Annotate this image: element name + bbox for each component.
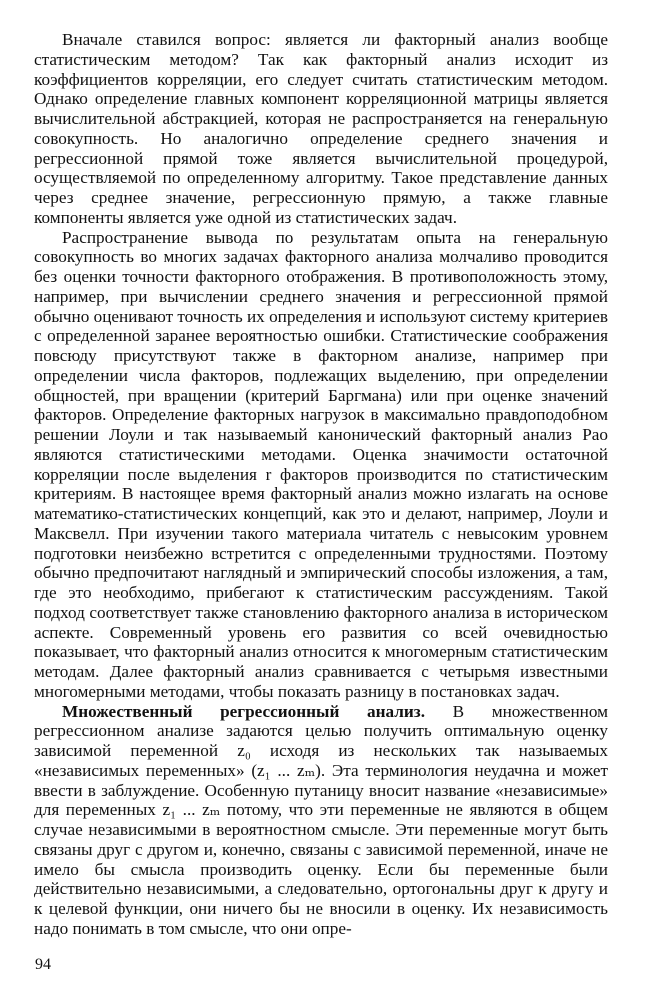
paragraph-statistics-text: Распространение вывода по результатам опыта на генеральную совокупность во многих задачах факторного анализа молчаливо проводится без оценки точности факторного отображения. В противоположность этому, например, при вычислении среднего значения и регрессионной прямой обычно оценивают точность их определения и используют систему критериев с определенной заранее вероятностью ошибки. Статистические соображения повсюду присутствуют также в факторном анализе, например при определении числа факторов, подлежащих выделению, при определении общностей, при вращении (критерий Баргмана) или при оценке значений факторов. Определение факторных нагрузок в максимально правдоподобном решении Лоули и так называемый канонический факторный анализ Рао являются статистическими методами. Оценка значимости остаточной корреляции после выделения r факторов производится по статистическим критериям. В настоящее время факторный анализ можно излагать на основе математико-статистических концепций, как это и делают, например, Лоули и Максвелл. При изучении такого материала читатель с невысоким уровнем подготовки неизбежно встретится с определенными трудностями. Поэтому обычно предпочитают наглядный и эмпирический способы изложения, а там, где это необходимо, прибегают к статистическим рассуждениям. Такой подход соответствует также становлению факторного анализа в историческом аспекте. Современный уровень его развития со всей очевидностью показывает, что факторный анализ относится к многомерным статистическим методам. Далее факторный анализ сравнивается с четырьмя известными многомерными методами, чтобы показать разницу в постановках задач. <box>34 227 608 701</box>
section-heading-multiple-regression: Множественный регрессионный анализ. <box>62 701 425 721</box>
paragraph-statistics <box>34 228 608 702</box>
paragraph-intro <box>34 30 608 228</box>
body-text <box>34 30 608 939</box>
paragraph-intro-text: Вначале ставился вопрос: является ли факторный анализ вообще статистическим методом? Так как факторный анализ исходит из коэффициентов корреляции, его следует считать статистическим методом. Однако определение главных компонент корреляционной матрицы является вычислительной абстракцией, которая не распространяется на генеральную совокупность. Но аналогично определение среднего значения и регрессионной прямой тоже является вычислительной процедурой, осуществляемой по определенному алгоритму. Такое представление данных через среднее значение, регрессионную прямую, а также главные компоненты является уже одной из статистических задач. <box>34 30 608 227</box>
paragraph-regression-text: В множественном регрессионном анализе задаются целью получить оптимальную оценку зависимой переменной z₀ исходя из нескольких так называемых «независимых переменных» (z₁ ... zₘ). Эта терминология неудачна и может ввести в заблуждение. Особенную путаницу вносит название «независимые» для переменных z₁ ... zₘ потому, что эти переменные не являются в общем случае независимыми в вероятностном смысле. Эти переменные могут быть связаны друг с другом и, конечно, связаны с зависимой переменной, иначе не имело бы смысла производить оценку. Если бы переменные были действительно независимыми, а следовательно, ортогональны друг к другу и к целевой функции, они ничего бы не вносили в оценку. Их независимость надо понимать в том смысле, что они опре- <box>34 701 608 938</box>
paragraph-regression <box>34 702 608 939</box>
page-number: 94 <box>35 956 51 973</box>
